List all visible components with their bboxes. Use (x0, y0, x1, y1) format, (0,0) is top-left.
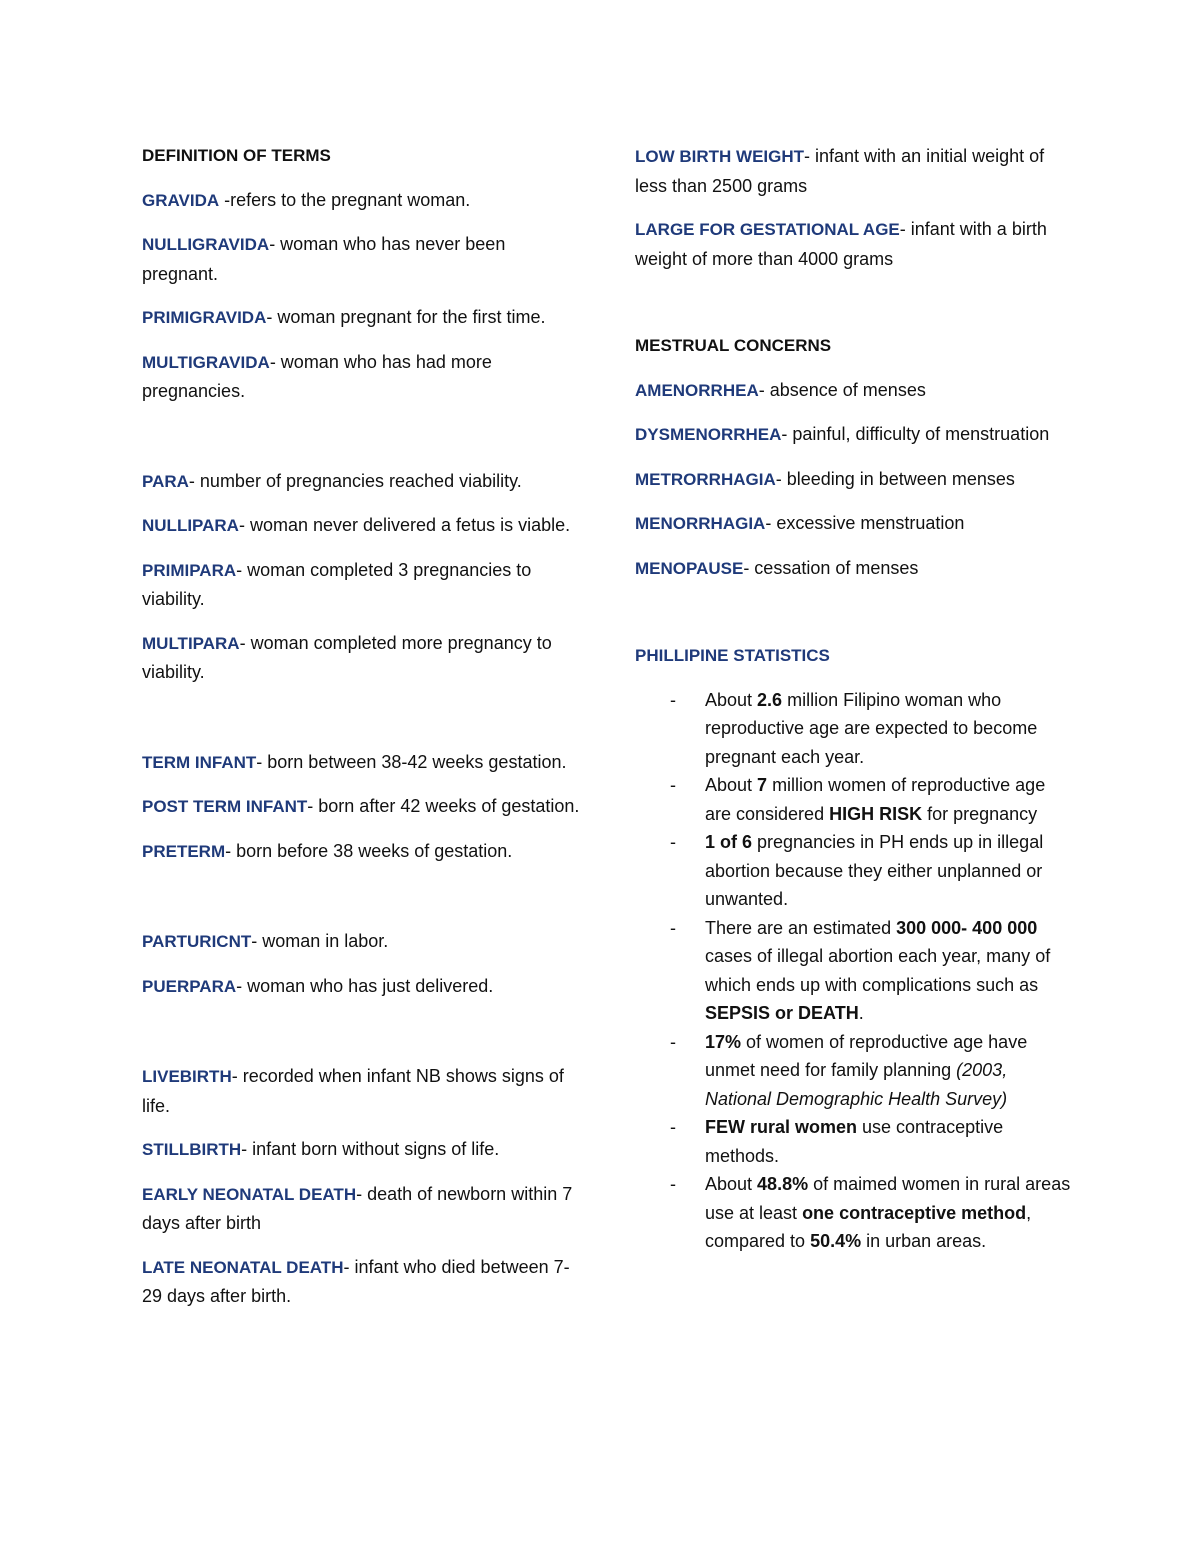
term-stillbirth: STILLBIRTH- infant born without signs of life. (142, 1139, 500, 1159)
term-primipara: PRIMIPARA- woman completed 3 pregnancies to viability. (142, 559, 532, 609)
term-livebirth: LIVEBIRTH- recorded when infant NB shows signs of life. (142, 1066, 564, 1116)
term-menopause: MENOPAUSE- cessation of menses (635, 557, 919, 578)
list-item: - FEW rural women use contraceptive methods. (670, 1117, 1004, 1166)
term-para: PARA- number of pregnancies reached viability. (142, 470, 522, 491)
spacer (142, 421, 582, 467)
term-low-birth-weight: LOW BIRTH WEIGHT- infant with an initial weight of less than 2500 grams (635, 146, 1045, 196)
term-nullipara: NULLIPARA- woman never delivered a fetus is viable. (142, 515, 571, 535)
term-puerpara: PUERPARA- woman who has just delivered. (142, 975, 494, 996)
menstrual-concerns-heading: MESTRUAL CONCERNS (635, 336, 832, 355)
list-item: - There are an estimated 300 000- 400 000 cases of illegal abortion each year, many of which ends up with complications such as SEPSIS or DEATH. (670, 917, 1051, 1023)
term-multipara: MULTIPARA- woman completed more pregnancy to viability. (142, 632, 552, 682)
term-amenorrhea: AMENORRHEA- absence of menses (635, 379, 926, 400)
term-parturicnt: PARTURICNT- woman in labor. (142, 931, 389, 951)
spacer (635, 288, 1075, 332)
term-nulligravida: NULLIGRAVIDA- woman who has never been pregnant. (142, 234, 506, 284)
term-late-neonatal-death: LATE NEONATAL DEATH- infant who died between 7-29 days after birth. (142, 1256, 570, 1306)
term-primigravida: PRIMIGRAVIDA- woman pregnant for the first time. (142, 307, 546, 327)
term-post-term-infant: POST TERM INFANT- born after 42 weeks of gestation. (142, 796, 580, 816)
term-multigravida: MULTIGRAVIDA- woman who has had more pregnancies. (142, 351, 492, 401)
list-item: - 1 of 6 pregnancies in PH ends up in illegal abortion because they either unplanned or unwanted. (670, 832, 1044, 909)
left-column (142, 142, 582, 1326)
right-column (635, 142, 1075, 1256)
list-item: - About 2.6 million Filipino woman who reproductive age are expected to become pregnant each year. (670, 689, 1038, 767)
term-menorrhagia: MENORRHAGIA- excessive menstruation (635, 513, 965, 533)
term-early-neonatal-death: EARLY NEONATAL DEATH- death of newborn within 7 days after birth (142, 1183, 573, 1233)
term-large-for-gestational-age: LARGE FOR GESTATIONAL AGE- infant with a birth weight of more than 4000 grams (635, 219, 1047, 269)
list-item: - About 48.8% of maimed women in rural areas use at least one contraceptive method, compared to 50.4% in urban areas. (670, 1174, 1071, 1251)
list-item: - About 7 million women of reproductive age are considered HIGH RISK for pregnancy (670, 775, 1046, 824)
spacer (635, 598, 1075, 642)
term-preterm: PRETERM- born before 38 weeks of gestation. (142, 840, 513, 861)
term-gravida: GRAVIDA -refers to the pregnant woman. (142, 189, 471, 210)
philippine-statistics-heading: PHILLIPINE STATISTICS (635, 646, 830, 665)
term-dysmenorrhea: DYSMENORRHEA- painful, difficulty of menstruation (635, 424, 1050, 444)
statistics-list (635, 686, 1075, 1256)
spacer (142, 702, 582, 748)
spacer (142, 1016, 582, 1062)
term-term-infant: TERM INFANT- born between 38-42 weeks gestation. (142, 751, 567, 772)
term-metrorrhagia: METRORRHAGIA- bleeding in between menses (635, 468, 1015, 489)
definition-of-terms-heading: DEFINITION OF TERMS (142, 146, 331, 165)
spacer (142, 881, 582, 927)
list-item: - 17% of women of reproductive age have unmet need for family planning (2003, National Demographic Health Survey) (670, 1031, 1028, 1109)
